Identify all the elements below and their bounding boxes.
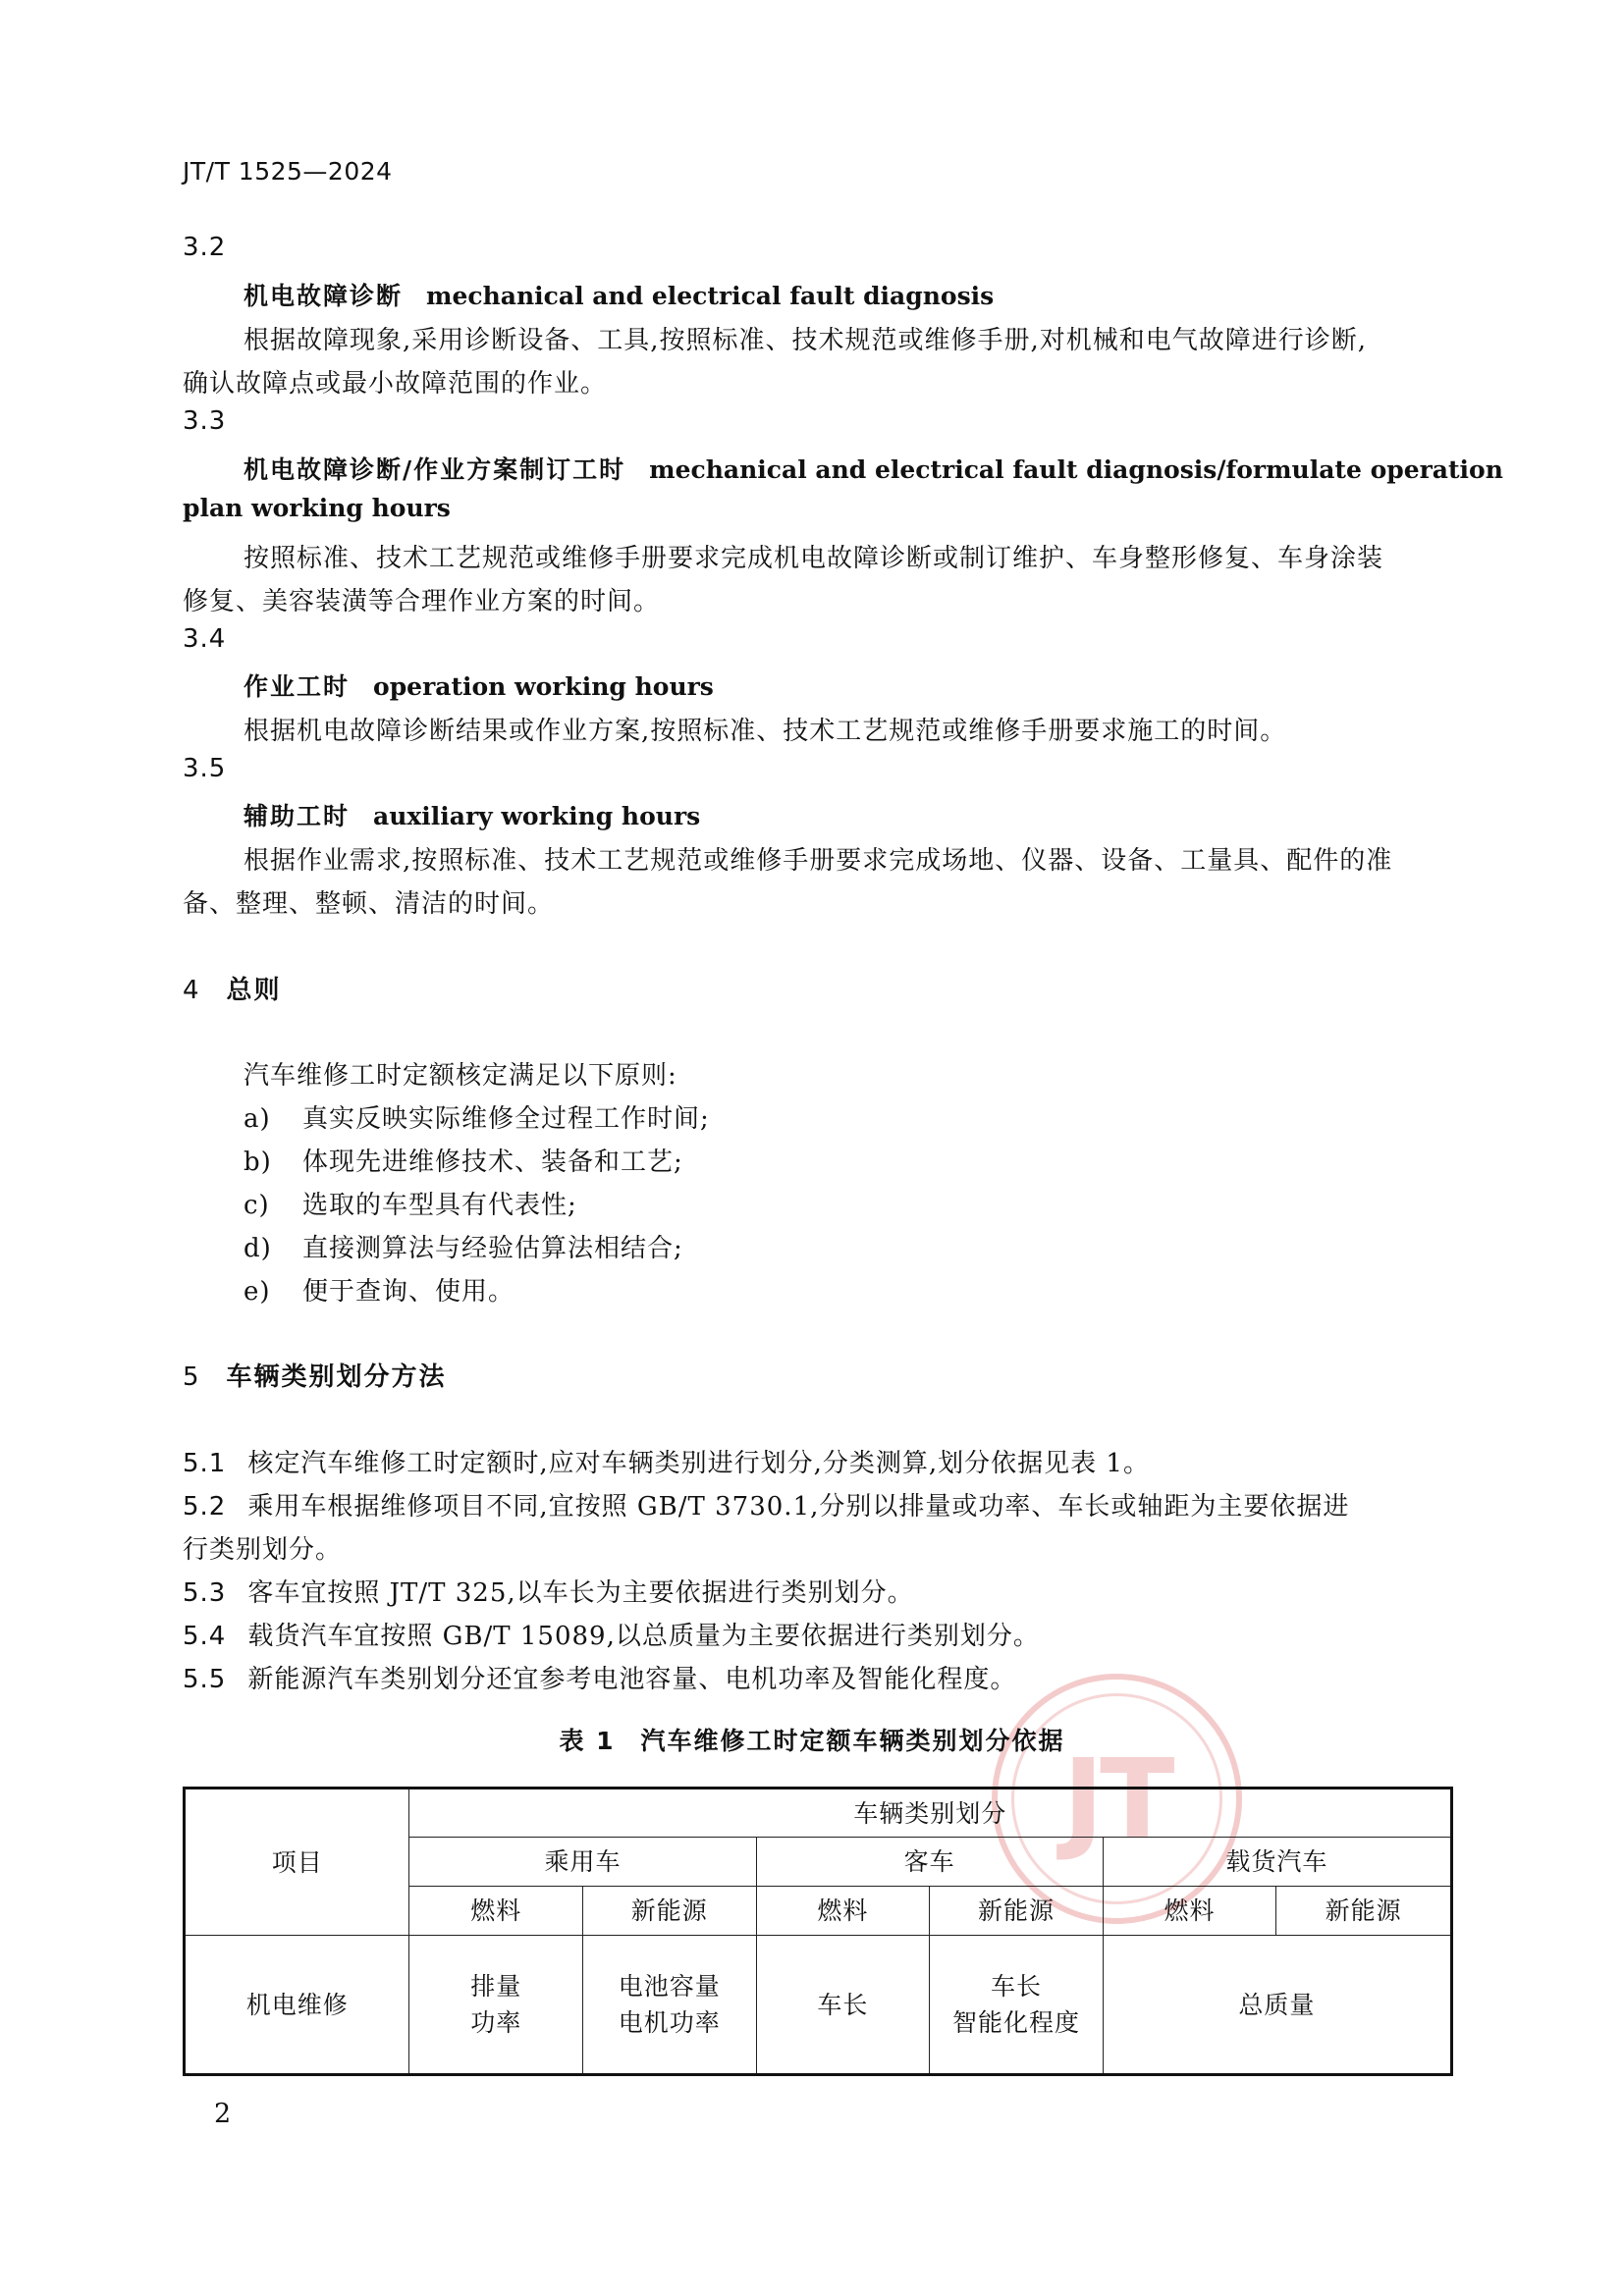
table-caption-title: 汽车维修工时定额车辆类别划分依据 <box>640 1727 1065 1755</box>
section-title: 总则 <box>226 976 282 1005</box>
list-text: 体现先进维修技术、装备和工艺; <box>302 1148 683 1177</box>
clause-number: 5.5 <box>183 1665 227 1694</box>
term-en: operation working hours <box>373 672 714 701</box>
list-item <box>244 1142 683 1178</box>
table-cell <box>583 1936 757 2075</box>
clause <box>183 1443 1150 1479</box>
clause-text: 乘用车根据维修项目不同,宜按照 GB/T 3730.1,分别以排量或功率、车长或轴距为主要依据进 <box>247 1492 1350 1522</box>
term-zh: 辅助工时 <box>244 802 351 830</box>
term-title <box>244 797 700 832</box>
term-definition-line: 根据故障现象,采用诊断设备、工具,按照标准、技术规范或维修手册,对机械和电气故障进行诊断, <box>244 326 1368 355</box>
table-caption-number: 表 1 <box>559 1727 616 1755</box>
term-en: mechanical and electrical fault diagnosis <box>426 282 995 310</box>
list-item <box>244 1271 514 1308</box>
clause-number: 5.4 <box>183 1622 227 1651</box>
table-header-sub: 燃料 <box>409 1887 583 1936</box>
table-header-sub: 新能源 <box>583 1887 757 1936</box>
table-row <box>185 1936 1452 2075</box>
table-cell <box>930 1936 1104 2075</box>
list-item <box>244 1098 710 1135</box>
table-cell: 车长 <box>756 1936 930 2075</box>
clause-number: 5.2 <box>183 1492 227 1522</box>
table-header-sub: 新能源 <box>1276 1887 1452 1936</box>
table-header-group: 车辆类别划分 <box>409 1789 1452 1838</box>
term-definition-line: 根据机电故障诊断结果或作业方案,按照标准、技术工艺规范或维修手册要求施工的时间。 <box>244 717 1287 746</box>
section-heading <box>183 1357 447 1393</box>
term-number: 3.5 <box>183 754 227 783</box>
list-marker: c) <box>244 1191 270 1220</box>
clause-number: 5.3 <box>183 1578 227 1608</box>
table-header-category: 乘用车 <box>409 1838 756 1887</box>
list-item <box>244 1228 683 1264</box>
clause-text: 核定汽车维修工时定额时,应对车辆类别进行划分,分类测算,划分依据见表 1。 <box>247 1449 1150 1478</box>
clause <box>183 1659 1016 1695</box>
term-title <box>244 451 1503 486</box>
section-number: 4 <box>183 976 201 1005</box>
list-text: 便于查询、使用。 <box>302 1277 515 1307</box>
table-cell: 总质量 <box>1103 1936 1451 2075</box>
term-number: 3.2 <box>183 233 227 262</box>
list-text: 选取的车型具有代表性; <box>302 1191 577 1220</box>
clause <box>183 1573 914 1609</box>
term-definition-line: 根据作业需求,按照标准、技术工艺规范或维修手册要求完成场地、仪器、设备、工量具、配件的准 <box>244 846 1393 876</box>
page-number: 2 <box>214 2099 232 2129</box>
list-item <box>244 1185 577 1221</box>
table-cell-line: 功率 <box>470 2008 522 2037</box>
term-definition-line: 按照标准、技术工艺规范或维修手册要求完成机电故障诊断或制订维护、车身整形修复、车身涂装 <box>244 544 1384 573</box>
table-cell-line: 排量 <box>470 1972 522 2001</box>
table-cell-line: 车长 <box>990 1972 1042 2001</box>
section-heading <box>183 970 282 1006</box>
term-definition-line: 确认故障点或最小故障范围的作业。 <box>183 369 608 399</box>
term-title <box>244 667 714 703</box>
term-zh: 机电故障诊断 <box>244 282 404 310</box>
table-header-sub: 燃料 <box>1103 1887 1276 1936</box>
table-cell-line: 电机功率 <box>618 2008 721 2037</box>
list-marker: e) <box>244 1277 271 1307</box>
document-id: JT/T 1525—2024 <box>183 157 393 186</box>
list-text: 直接测算法与经验估算法相结合; <box>302 1234 683 1263</box>
clause-number: 5.1 <box>183 1449 227 1478</box>
table-cell-line: 智能化程度 <box>951 2008 1080 2037</box>
table-header-sub: 燃料 <box>756 1887 930 1936</box>
term-zh: 作业工时 <box>244 672 351 701</box>
term-zh: 机电故障诊断/作业方案制订工时 <box>244 455 626 484</box>
term-title <box>244 277 994 312</box>
table-header-item: 项目 <box>185 1789 409 1936</box>
list-marker: a) <box>244 1104 271 1134</box>
clause-text-continued: 行类别划分。 <box>183 1535 343 1565</box>
term-en: plan working hours <box>183 494 451 522</box>
table-header-sub: 新能源 <box>930 1887 1104 1936</box>
table-cell-line: 电池容量 <box>618 1972 721 2001</box>
table-header-category: 客车 <box>756 1838 1103 1887</box>
term-en: auxiliary working hours <box>373 802 701 830</box>
section-intro: 汽车维修工时定额核定满足以下原则: <box>244 1061 677 1091</box>
clause <box>183 1486 1349 1522</box>
list-text: 真实反映实际维修全过程工作时间; <box>302 1104 710 1134</box>
term-number: 3.4 <box>183 624 227 654</box>
table-cell-label: 机电维修 <box>185 1936 409 2075</box>
term-definition-line: 修复、美容装潢等合理作业方案的时间。 <box>183 587 661 616</box>
clause <box>183 1616 1040 1652</box>
vehicle-category-table <box>183 1787 1453 2076</box>
term-definition-line: 备、整理、整顿、清洁的时间。 <box>183 889 555 919</box>
list-marker: b) <box>244 1148 272 1177</box>
list-marker: d) <box>244 1234 272 1263</box>
table-header-category: 载货汽车 <box>1103 1838 1451 1887</box>
table-cell <box>409 1936 583 2075</box>
term-number: 3.3 <box>183 406 227 436</box>
section-number: 5 <box>183 1362 201 1392</box>
clause-text: 新能源汽车类别划分还宜参考电池容量、电机功率及智能化程度。 <box>247 1665 1017 1694</box>
table-caption <box>0 1722 1624 1757</box>
term-title-continued <box>183 494 451 522</box>
section-title: 车辆类别划分方法 <box>226 1362 447 1392</box>
stamp-text: JT <box>1062 1736 1171 1864</box>
clause-text: 载货汽车宜按照 GB/T 15089,以总质量为主要依据进行类别划分。 <box>247 1622 1040 1651</box>
term-en: mechanical and electrical fault diagnosis/formulate operation <box>649 455 1503 484</box>
clause-text: 客车宜按照 JT/T 325,以车长为主要依据进行类别划分。 <box>247 1578 914 1608</box>
